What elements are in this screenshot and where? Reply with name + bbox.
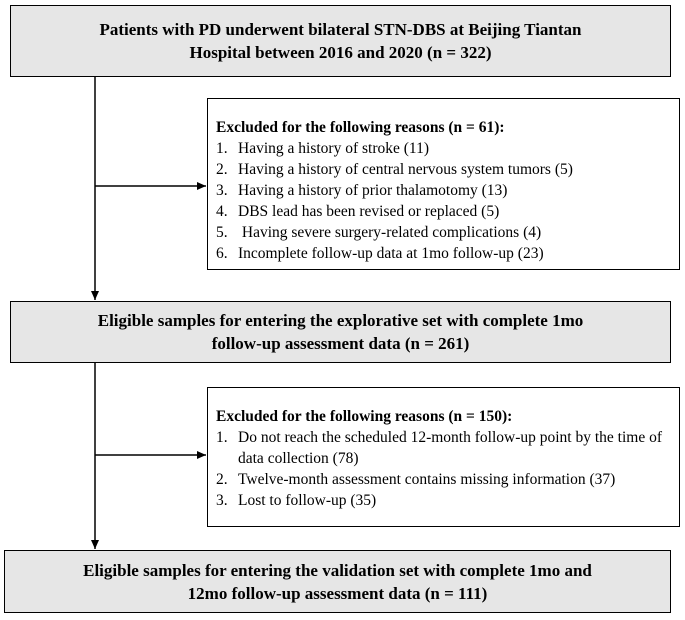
patients-box-line1: Patients with PD underwent bilateral STN-DBS at Beijing Tiantan: [99, 20, 582, 39]
explorative-set-box: [10, 301, 671, 363]
list-item-text: Do not reach the scheduled 12-month follow-up point by the time of data collection (78): [238, 429, 663, 467]
exclusions-1-title: Excluded for the following reasons (n = 61):: [216, 119, 505, 136]
patients-box: [10, 5, 671, 77]
list-item-number: 3.: [216, 182, 228, 199]
list-item: [216, 469, 671, 490]
validation-set-box: [4, 550, 671, 613]
list-item-text: Twelve-month assessment contains missing information (37): [238, 471, 616, 488]
list-item-number: 2.: [216, 471, 228, 488]
list-item-text: Having a history of prior thalamotomy (13): [238, 182, 508, 199]
exclusions-2-title: Excluded for the following reasons (n = 150):: [216, 408, 513, 425]
list-item: [216, 243, 671, 264]
list-item-number: 4.: [216, 203, 228, 220]
list-item-number: 1.: [216, 140, 228, 157]
list-item: [216, 138, 671, 159]
explorative-box-line1: Eligible samples for entering the explorative set with complete 1mo: [97, 311, 584, 330]
list-item-text: Lost to follow-up (35): [238, 492, 377, 509]
patients-box-line2: Hospital between 2016 and 2020 (n = 322): [189, 43, 492, 62]
list-item-text: Having severe surgery-related complications (4): [238, 224, 542, 241]
list-item: [216, 201, 671, 222]
list-item-text: Incomplete follow-up data at 1mo follow-up (23): [238, 245, 544, 262]
explorative-box-line2: follow-up assessment data (n = 261): [211, 334, 470, 353]
list-item-number: 6.: [216, 245, 228, 262]
list-item: [216, 159, 671, 180]
list-item-text: Having a history of central nervous system tumors (5): [238, 161, 573, 178]
list-item: [216, 180, 671, 201]
list-item-text: Having a history of stroke (11): [238, 140, 429, 157]
list-item-number: 3.: [216, 492, 228, 509]
exclusions-box-1: [207, 98, 680, 270]
list-item-text: DBS lead has been revised or replaced (5): [238, 203, 500, 220]
validation-box-line1: Eligible samples for entering the validation set with complete 1mo and: [83, 560, 592, 580]
validation-box-line2: 12mo follow-up assessment data (n = 111): [187, 583, 488, 603]
list-item: [216, 490, 671, 511]
list-item: [216, 427, 671, 469]
list-item-number: 2.: [216, 161, 228, 178]
exclusions-box-2: [207, 387, 680, 527]
list-item-number: 1.: [216, 429, 228, 446]
list-item-number: 5.: [216, 224, 228, 241]
list-item: [216, 222, 671, 243]
